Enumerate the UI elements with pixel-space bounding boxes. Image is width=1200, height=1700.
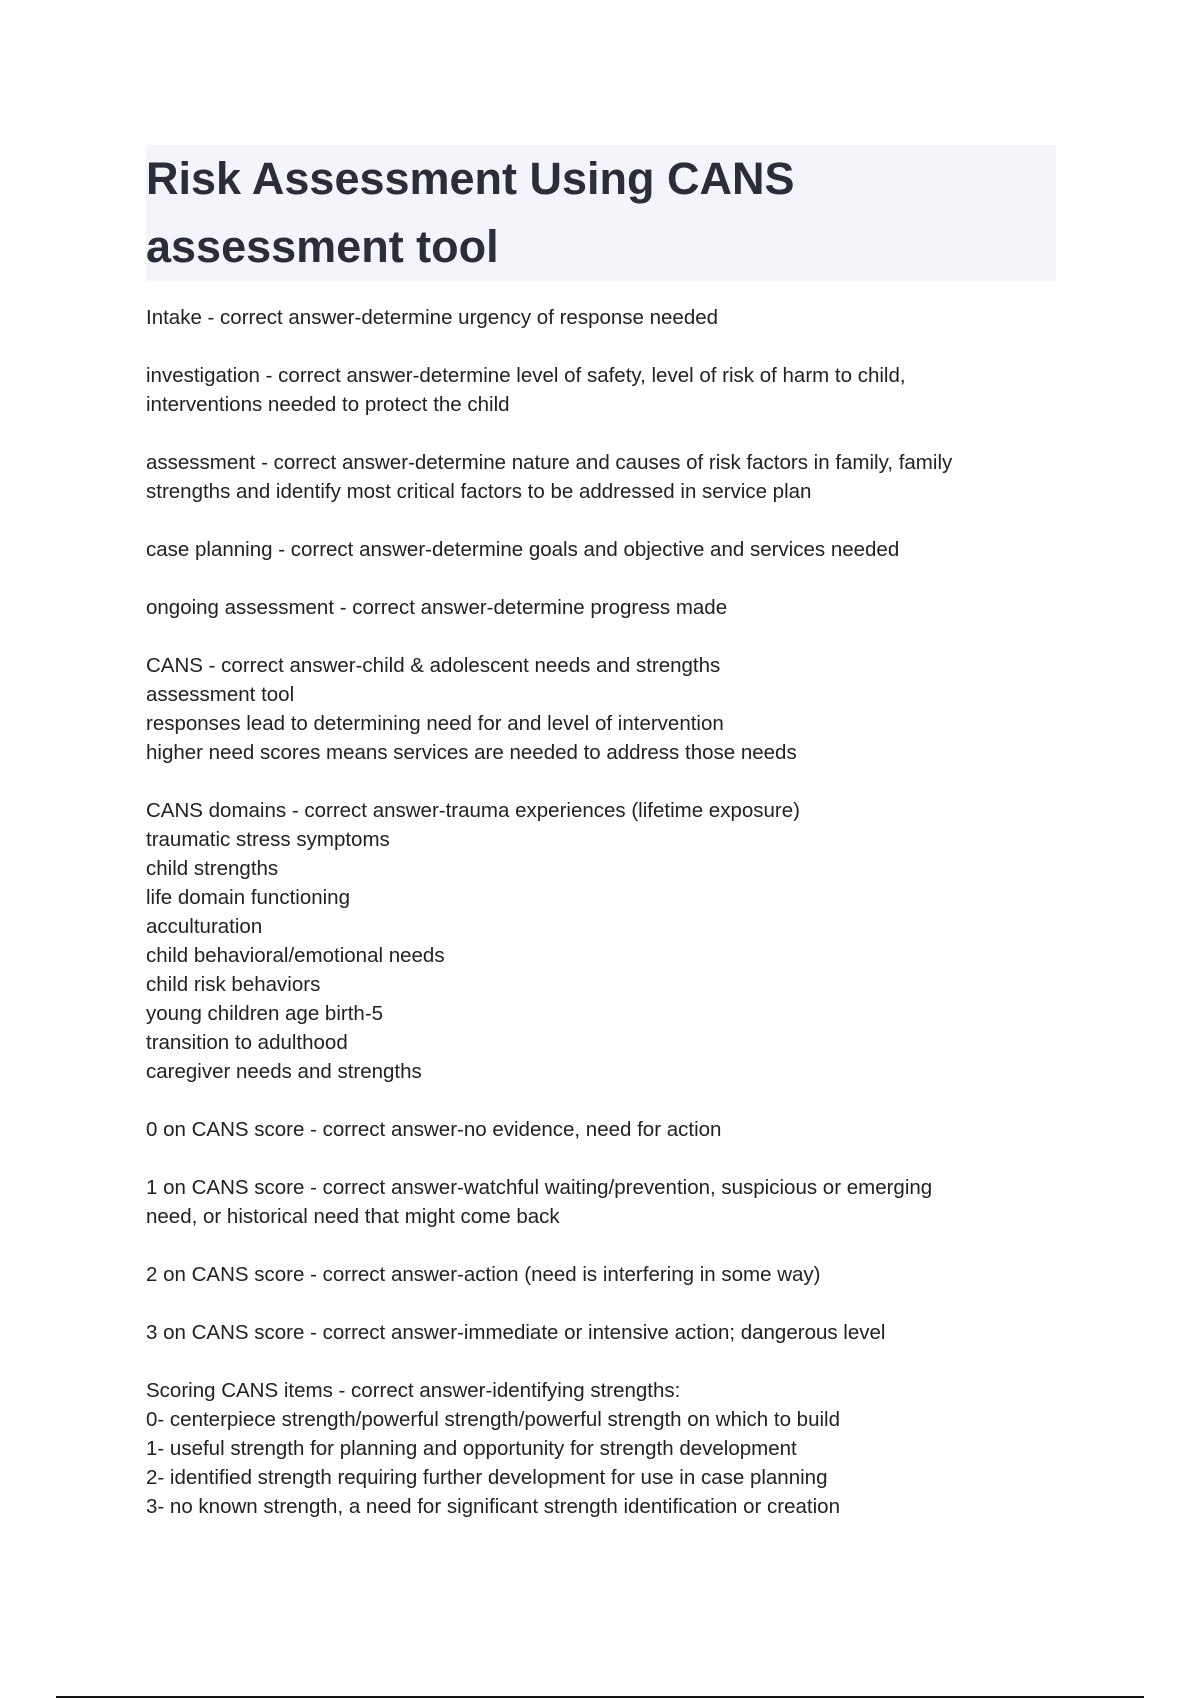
page-title-line: assessment tool bbox=[146, 221, 499, 272]
qa-entry bbox=[146, 1260, 1056, 1289]
qa-entry-line: 3 on CANS score - correct answer-immediate or intensive action; dangerous level bbox=[146, 1321, 886, 1344]
qa-entry bbox=[146, 651, 1056, 767]
qa-entry-line: 3- no known strength, a need for significant strength identification or creation bbox=[146, 1495, 840, 1518]
qa-entry-line: 1- useful strength for planning and opportunity for strength development bbox=[146, 1437, 797, 1460]
qa-entry-line: assessment - correct answer-determine nature and causes of risk factors in family, family bbox=[146, 451, 953, 474]
title-banner bbox=[146, 145, 1056, 281]
qa-entry-line: life domain functioning bbox=[146, 886, 350, 909]
page-title bbox=[146, 145, 1056, 281]
qa-entry-line: ongoing assessment - correct answer-determine progress made bbox=[146, 596, 728, 619]
qa-entry-line: 2 on CANS score - correct answer-action (need is interfering in some way) bbox=[146, 1263, 821, 1286]
qa-entry bbox=[146, 796, 1056, 1086]
qa-entry-line: investigation - correct answer-determine level of safety, level of risk of harm to child, bbox=[146, 364, 906, 387]
qa-entry-line: child strengths bbox=[146, 857, 279, 880]
qa-entry-line: case planning - correct answer-determine goals and objective and services needed bbox=[146, 538, 900, 561]
qa-entry-line: strengths and identify most critical factors to be addressed in service plan bbox=[146, 480, 812, 503]
qa-entry-line: young children age birth-5 bbox=[146, 1002, 384, 1025]
qa-entry-line: CANS - correct answer-child & adolescent needs and strengths bbox=[146, 654, 721, 677]
qa-entry bbox=[146, 1376, 1056, 1521]
qa-entry bbox=[146, 1173, 1056, 1231]
qa-entry-line: caregiver needs and strengths bbox=[146, 1060, 422, 1083]
qa-entry-line: 1 on CANS score - correct answer-watchful waiting/prevention, suspicious or emerging bbox=[146, 1176, 933, 1199]
qa-entry bbox=[146, 1115, 1056, 1144]
qa-entry-line: transition to adulthood bbox=[146, 1031, 348, 1054]
qa-list bbox=[146, 303, 1056, 1550]
qa-entry-line: child risk behaviors bbox=[146, 973, 321, 996]
qa-entry-line: 0 on CANS score - correct answer-no evidence, need for action bbox=[146, 1118, 722, 1141]
qa-entry-line: child behavioral/emotional needs bbox=[146, 944, 445, 967]
qa-entry-line: responses lead to determining need for and level of intervention bbox=[146, 712, 724, 735]
qa-entry-line: CANS domains - correct answer-trauma experiences (lifetime exposure) bbox=[146, 799, 800, 822]
qa-entry bbox=[146, 1318, 1056, 1347]
qa-entry bbox=[146, 361, 1056, 419]
qa-entry bbox=[146, 593, 1056, 622]
qa-entry-line: 0- centerpiece strength/powerful strength/powerful strength on which to build bbox=[146, 1408, 840, 1431]
qa-entry-line: Scoring CANS items - correct answer-identifying strengths: bbox=[146, 1379, 681, 1402]
footer-divider bbox=[56, 1696, 1144, 1698]
qa-entry bbox=[146, 303, 1056, 332]
qa-entry bbox=[146, 535, 1056, 564]
qa-entry-line: need, or historical need that might come back bbox=[146, 1205, 560, 1228]
qa-entry-line: Intake - correct answer-determine urgency of response needed bbox=[146, 306, 719, 329]
qa-entry-line: higher need scores means services are needed to address those needs bbox=[146, 741, 797, 764]
qa-entry bbox=[146, 448, 1056, 506]
qa-entry-line: assessment tool bbox=[146, 683, 295, 706]
qa-entry-line: acculturation bbox=[146, 915, 263, 938]
qa-entry-line: traumatic stress symptoms bbox=[146, 828, 390, 851]
qa-entry-line: interventions needed to protect the child bbox=[146, 393, 510, 416]
page-title-line: Risk Assessment Using CANS bbox=[146, 153, 795, 204]
qa-entry-line: 2- identified strength requiring further development for use in case planning bbox=[146, 1466, 828, 1489]
